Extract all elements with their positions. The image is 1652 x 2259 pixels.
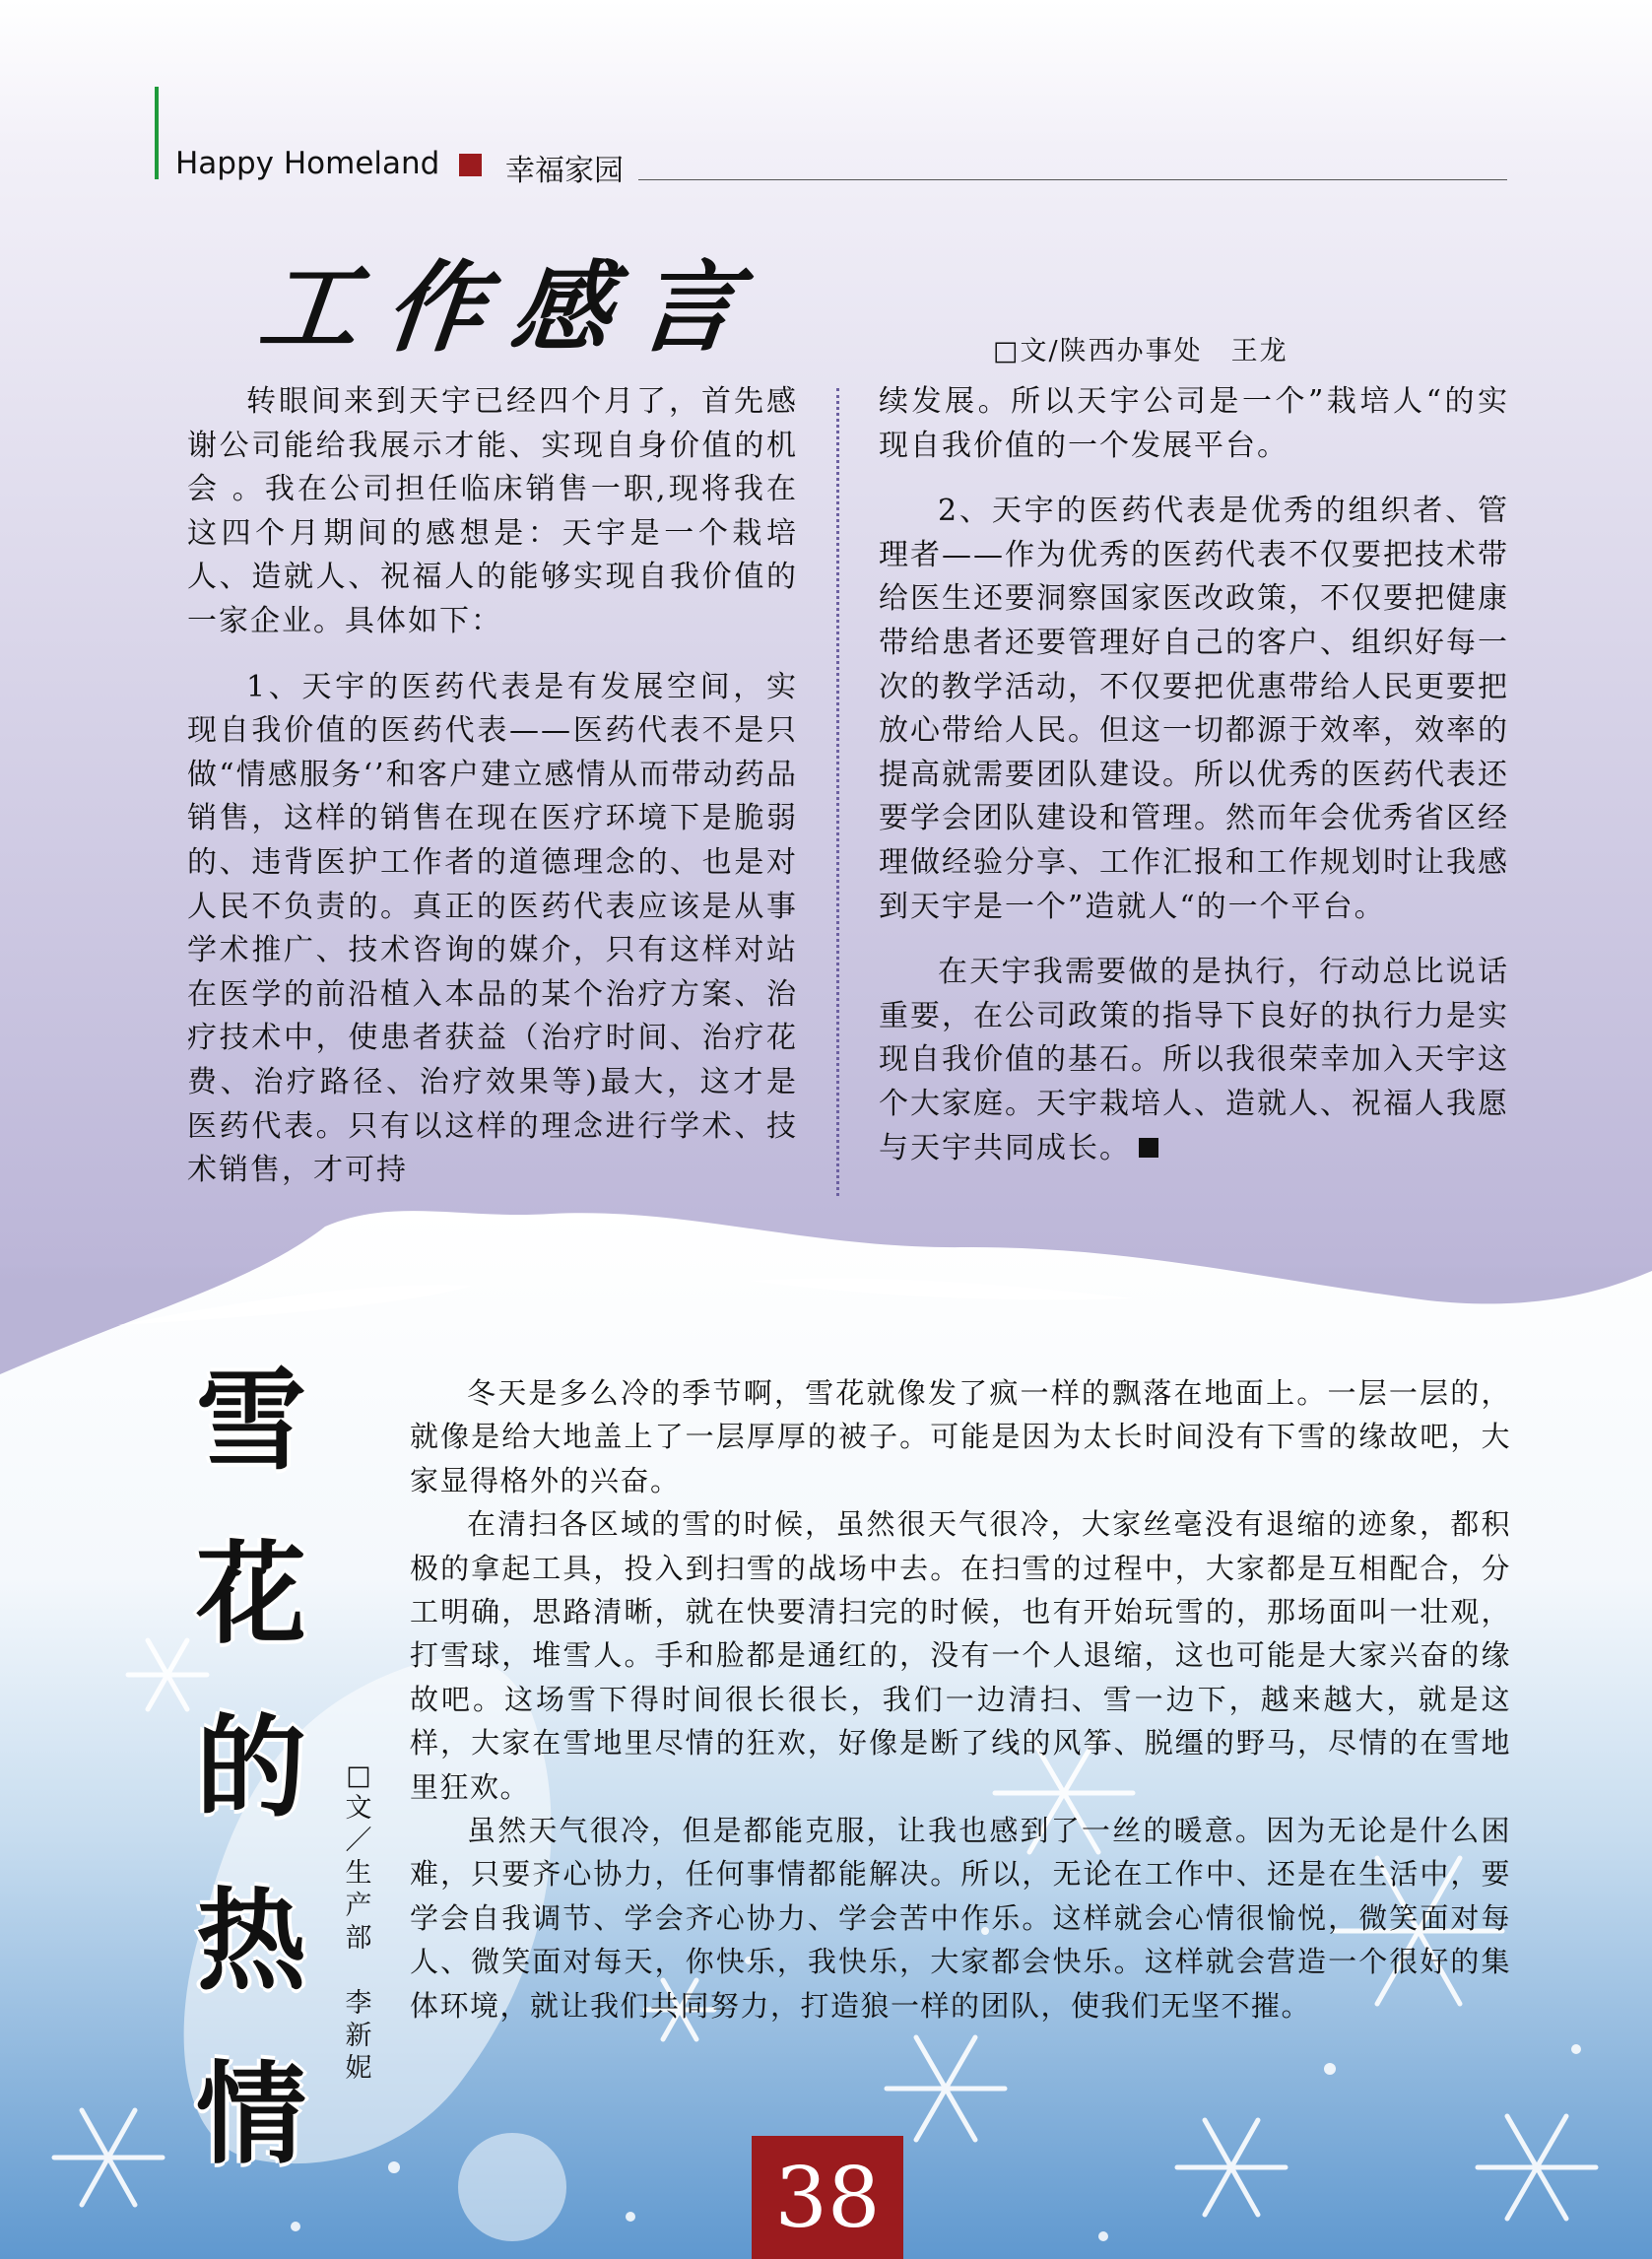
article2-title-char: 花 [196,1531,306,1659]
article2-paragraph: 虽然天气很冷，但是都能克服，让我也感到了一丝的暖意。因为无论是什么困难，只要齐心协力，任何事情都能解决。所以，无论在工作中、还是在生活中，要学会自我调节、学会齐心协力、学会苦中作乐。这样就会心情很愉悦，微笑面对每人、微笑面对每天，你快乐，我快乐，大家都会快乐。这样就会营造一个很好的集体环境，就让我们共同努力，打造狼一样的团队，使我们无坚不摧。 [410,1814,1511,2023]
header-accent-bar [155,87,159,179]
byline-char: 产 [345,1891,372,1921]
byline-char: 李 [345,1988,372,2019]
article2-title-char: 雪 [196,1358,306,1486]
article1-title: 工作感言 [253,249,771,365]
byline-char: 部 [345,1923,372,1954]
byline-char: 生 [345,1858,372,1889]
article1-paragraph-last [879,951,1509,1170]
section-title-english: Happy Homeland [175,146,440,181]
article2-paragraph: 冬天是多么冷的季节啊，雪花就像发了疯一样的飘落在地面上。一层一层的，就像是给大地盖上了一层厚厚的被子。可能是因为太长时间没有下雪的缘故吧，大家显得格外的兴奋。 [410,1376,1511,1497]
article2-title [193,1358,309,2230]
article1-paragraph-continued: 续发展。所以天宇公司是一个”栽培人“的实现自我价值的一个发展平台。 [879,384,1509,463]
article2-title-char: 情 [196,2051,306,2179]
byline-char [342,1955,375,1987]
header-square-icon [459,154,482,176]
column-divider [836,388,839,1196]
article1-paragraph: 1、天宇的医药代表是有发展空间，实现自我价值的医药代表——医药代表不是只做“情感服务‘’和客户建立感情从而带动药品销售，这样的销售在现在医疗环境下是脆弱的、违背医护工作者的道德理念的、也是对人民不负责的。真正的医药代表应该是从事学术推广、技术咨询的媒介，只有这样对站在医学的前沿植入本品的某个治疗方案、治疗技术中，使患者获益（治疗时间、治疗花费、治疗路径、治疗效果等)最大，这才是医药代表。只有以这样的理念进行学术、技术销售，才可持 [187,669,798,1188]
article1-paragraph: 转眼间来到天宇已经四个月了，首先感谢公司能给我展示才能、实现自身价值的机会 。我在公司担任临床销售一职,现将我在这四个月期间的感想是：天宇是一个栽培人、造就人、祝福人的能够实现自我价值的一家企业。具体如下： [187,384,798,638]
page-number: 38 [774,2150,881,2246]
byline-char: □ [346,1761,371,1791]
byline-char: 妮 [345,2053,372,2084]
header-rule [638,179,1507,180]
section-title-chinese: 幸福家园 [505,154,624,188]
byline-char: ／ [345,1826,372,1856]
end-mark-icon [1139,1138,1158,1158]
article1-byline: □文/陕西办事处 王龙 [993,336,1289,366]
article1-paragraph-text: 在天宇我需要做的是执行，行动总比说话重要，在公司政策的指导下良好的执行力是实现自我价值的基石。所以我很荣幸加入天宇这个大家庭。天宇栽培人、造就人、祝福人我愿与天宇共同成长。 [879,955,1509,1165]
article2-paragraph: 在清扫各区域的雪的时候，虽然很天气很冷，大家丝毫没有退缩的迹象，都积极的拿起工具，投入到扫雪的战场中去。在扫雪的过程中，大家都是互相配合，分工明确，思路清晰，就在快要清扫完的时候，也有开始玩雪的，那场面叫一壮观，打雪球，堆雪人。手和脸都是通红的，没有一个人退缩，这也可能是大家兴奋的缘故吧。这场雪下得时间很长很长，我们一边清扫、雪一边下，越来越大，就是这样，大家在雪地里尽情的狂欢，好像是断了线的风筝、脱缰的野马，尽情的在雪地里狂欢。 [410,1507,1511,1804]
byline-char: 文 [345,1793,372,1824]
article2-byline [342,1760,375,2085]
article2-body [410,1371,1511,2027]
article1-left-column [187,380,798,1193]
page-number-box [752,2136,903,2259]
article2-title-char: 热 [196,1878,306,2006]
article2-title-char: 的 [196,1704,306,1832]
byline-char: 新 [345,2021,372,2051]
article1-right-column [879,380,1509,1170]
article1-paragraph: 2、天宇的医药代表是优秀的组织者、管理者——作为优秀的医药代表不仅要把技术带给医生还要洞察国家医改政策，不仅要把健康带给患者还要管理好自己的客户、组织好每一次的教学活动，不仅要把优惠带给人民更要把放心带给人民。但这一切都源于效率，效率的提高就需要团队建设。所以优秀的医药代表还要学会团队建设和管理。然而年会优秀省区经理做经验分享、工作汇报和工作规划时让我感到天宇是一个”造就人“的一个平台。 [879,494,1509,924]
